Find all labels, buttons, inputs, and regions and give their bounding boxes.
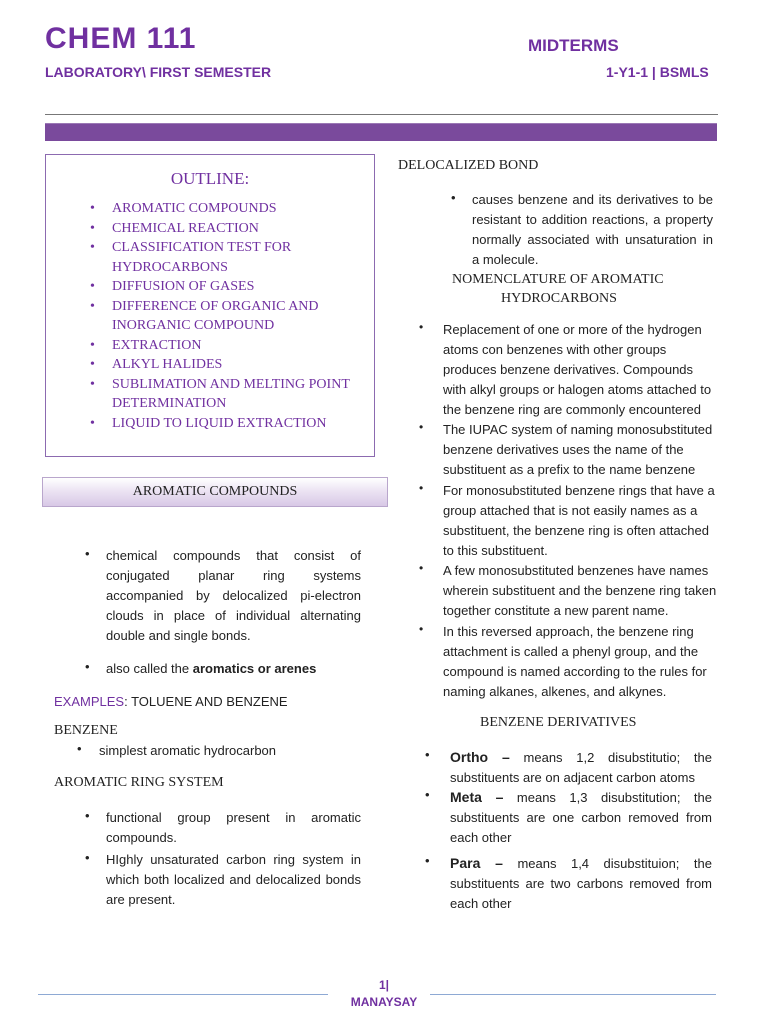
course-title: CHEM 111 (45, 22, 197, 55)
outline-list (46, 199, 374, 433)
ring-bullet: functional group present in aromatic compounds. (106, 810, 361, 845)
derivatives-heading: BENZENE DERIVATIVES (480, 715, 637, 730)
bullet-icon: • (85, 546, 90, 561)
bullet-icon: • (419, 622, 424, 636)
delocalized-heading: DELOCALIZED BOND (398, 158, 539, 173)
bullet-icon: • (419, 481, 424, 495)
bullet-icon: • (451, 190, 456, 205)
bullet-icon: • (419, 320, 424, 334)
examples-line (54, 692, 288, 712)
nomenclature-bullet: In this reversed approach, the benzene ring attachment is called a phenyl group, and the compound is named according to the rules for naming alkanes, alkenes, and alkynes. (443, 624, 707, 699)
outline-item: • CHEMICAL REACTION (46, 219, 360, 239)
outline-item: • AROMATIC COMPOUNDS (46, 199, 360, 219)
page-number: 1| (378, 978, 390, 992)
aromatic-definition: chemical compounds that consist of conjugated planar ring systems accompanied by delocalized pi-electron clouds in place of individual alternating double and single bonds. (106, 548, 361, 643)
section-label: 1-Y1-1 | BSMLS (606, 64, 709, 80)
outline-item: • EXTRACTION (46, 336, 360, 356)
footer-author: MANAYSAY (350, 995, 418, 1009)
term-label: MIDTERMS (528, 36, 619, 55)
bullet-icon: • (77, 741, 82, 756)
outline-item: • LIQUID TO LIQUID EXTRACTION (46, 414, 360, 434)
bullet-icon: • (85, 850, 90, 865)
outline-item: • DIFFERENCE OF ORGANIC AND INORGANIC COMPOUND (46, 297, 360, 336)
aromatic-section-title: AROMATIC COMPOUNDS (42, 477, 388, 507)
derivative-ortho: Ortho – means 1,2 disubstitutio; the substituents are on adjacent carbon atoms (450, 749, 713, 785)
benzene-heading: BENZENE (54, 723, 118, 738)
bullet-icon: • (425, 787, 430, 802)
course-subtitle: LABORATORY\ FIRST SEMESTER (45, 64, 272, 80)
outline-item: • DIFFUSION OF GASES (46, 277, 360, 297)
delocalized-bullet: causes benzene and its derivatives to be resistant to addition reactions, a property normally associated with unsaturation in a molecule. (472, 192, 713, 267)
bullet-icon: • (425, 747, 430, 762)
also-called-text: also called the aromatics or arenes (106, 661, 317, 676)
bullet-icon: • (419, 561, 424, 575)
nomenclature-bullet: The IUPAC system of naming monosubstituted benzene derivatives uses the name of the substituent as a prefix to the name benzene (443, 422, 713, 477)
outline-item: • ALKYL HALIDES (46, 355, 360, 375)
nomenclature-bullet: A few monosubstituted benzenes have names wherein substituent and the benzene ring taken together constitute a new parent name. (443, 563, 717, 618)
ring-bullet: HIghly unsaturated carbon ring system in which both localized and delocalized bonds are present. (106, 852, 361, 907)
outline-box (45, 154, 375, 457)
bullet-icon: • (85, 659, 90, 674)
derivative-para: Para – means 1,4 disubstituion; the substituents are two carbons removed from each other (450, 855, 712, 911)
nomenclature-bullet: For monosubstituted benzene rings that have a group attached that is not easily names as a substituent, the benzene ring is often attached to this substituent. (443, 483, 715, 558)
nomenclature-bullet: Replacement of one or more of the hydrogen atoms con benzenes with other groups produces benzene derivatives. Compounds with alkyl groups or halogen atoms attached to the benzene ring are commonly encountered (443, 322, 712, 417)
derivative-meta: Meta – means 1,3 disubstitution; the substituents are one carbon removed from each other (450, 789, 712, 845)
ring-system-heading: AROMATIC RING SYSTEM (54, 775, 224, 790)
benzene-bullet: simplest aromatic hydrocarbon (99, 743, 277, 758)
examples-label: EXAMPLES (54, 694, 125, 709)
bullet-icon: • (85, 808, 90, 823)
header-divider (45, 114, 718, 115)
outline-item: • CLASSIFICATION TEST FOR HYDROCARBONS (46, 238, 360, 277)
bullet-icon: • (425, 853, 430, 868)
nomenclature-heading: NOMENCLATURE OF AROMATIC HYDROCARBONS (452, 272, 664, 306)
bullet-icon: • (419, 420, 424, 434)
outline-title: OUTLINE: (170, 169, 250, 188)
outline-item: • SUBLIMATION AND MELTING POINT DETERMINATION (46, 375, 360, 414)
header-band (45, 123, 717, 141)
examples-text: : TOLUENE AND BENZENE (124, 694, 288, 709)
